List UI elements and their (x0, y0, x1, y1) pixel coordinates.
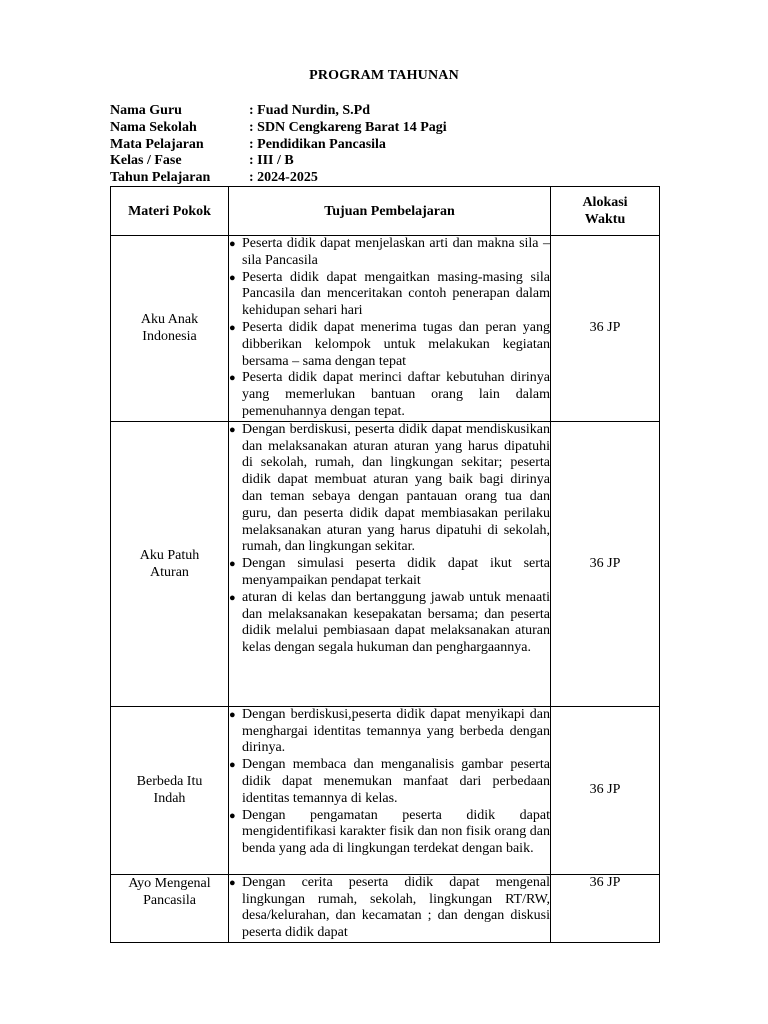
list-item (229, 370, 550, 420)
info-label: Nama Guru (110, 103, 182, 118)
alokasi-cell: 36 JP (551, 706, 660, 874)
info-row-nama-sekolah (110, 120, 447, 137)
header-tujuan-pembelajaran: Tujuan Pembelajaran (229, 187, 551, 236)
info-row-mata-pelajaran (110, 137, 447, 154)
program-table (110, 186, 660, 943)
bullet-icon: ● (229, 759, 236, 772)
info-row-nama-guru (110, 103, 447, 120)
list-item (229, 875, 550, 942)
list-item-text: Dengan pengamatan peserta didik dapat mengidentifikasi karakter fisik dan non fisik orang dan benda yang ada di lingkungan terdekat dengan baik. (242, 807, 550, 857)
materi-line: Berbeda Itu (136, 774, 203, 790)
header-alokasi-line2: Waktu (584, 212, 626, 227)
list-item-text: Dengan cerita peserta didik dapat mengenal lingkungan rumah, sekolah, lingkungan RT/RW, desa/kelurahan, dan kecamatan ; dan dengan diskusi peserta didik dapat (242, 874, 550, 941)
header-alokasi-line1: Alokasi (582, 195, 628, 210)
materi-line: Aku Anak (140, 312, 199, 328)
materi-line: Ayo Mengenal (128, 875, 211, 891)
list-item (229, 707, 550, 757)
info-value: : SDN Cengkareng Barat 14 Pagi (249, 119, 447, 135)
alokasi-cell: 36 JP (551, 421, 660, 706)
info-row-kelas-fase (110, 153, 447, 170)
tujuan-cell (229, 421, 551, 706)
bullet-icon: ● (229, 423, 236, 436)
bullet-icon: ● (229, 321, 236, 334)
bullet-icon: ● (229, 238, 236, 250)
info-value: : III / B (249, 153, 294, 169)
teacher-info (110, 103, 447, 187)
info-value: : 2024-2025 (249, 170, 318, 186)
list-item-text: Dengan simulasi peserta didik dapat ikut serta menyampaikan pendapat terkait (242, 556, 550, 588)
info-label: Mata Pelajaran (110, 136, 204, 152)
materi-cell (111, 706, 229, 874)
alokasi-cell: 36 JP (551, 874, 660, 942)
alokasi-cell: 36 JP (551, 236, 660, 422)
bullet-icon: ● (229, 271, 236, 284)
materi-cell (111, 874, 229, 942)
list-item (229, 808, 550, 858)
materi-line: Pancasila (143, 892, 196, 908)
tujuan-cell (229, 236, 551, 422)
materi-line: Aturan (150, 564, 189, 580)
list-item-text: Peserta didik dapat menerima tugas dan peran yang dibberikan kelompok untuk melakukan kegiatan bersama – sama dengan tepat (242, 319, 550, 369)
info-row-tahun-pelajaran (110, 170, 447, 187)
tujuan-list (229, 422, 550, 657)
table-header-row (111, 187, 660, 236)
list-item-text: Peserta didik dapat menjelaskan arti dan makna sila – sila Pancasila (242, 236, 550, 268)
table-row (111, 421, 660, 706)
list-item-text: aturan di kelas dan bertanggung jawab untuk menaati dan melaksanakan kesepakatan bersama; dan peserta didik melalui pembiasaan dapat melaksanakan aturan kelas dengan segala hukuman dan penghargaannya. (242, 589, 550, 656)
bullet-icon: ● (229, 372, 236, 385)
bullet-icon: ● (229, 591, 236, 604)
materi-line: Aku Patuh (139, 547, 200, 563)
bullet-icon: ● (229, 558, 236, 571)
list-item (229, 422, 550, 556)
list-item-text: Dengan membaca dan menganalisis gambar peserta didik dapat menemukan manfaat dari perbedaan identitas temannya di kelas. (242, 757, 550, 806)
tujuan-list (229, 707, 550, 858)
materi-line: Indah (153, 791, 186, 807)
list-item (229, 757, 550, 807)
list-item (229, 556, 550, 590)
tujuan-list (229, 236, 550, 421)
list-item (229, 270, 550, 320)
info-value: : Pendidikan Pancasila (249, 136, 386, 152)
bullet-icon: ● (229, 708, 236, 721)
info-label: Nama Sekolah (110, 119, 197, 135)
info-label: Kelas / Fase (110, 153, 182, 169)
tujuan-cell (229, 706, 551, 874)
table-row (111, 874, 660, 942)
list-item (229, 320, 550, 370)
info-value: : Fuad Nurdin, S.Pd (249, 103, 370, 118)
list-item-text: Peserta didik dapat mengaitkan masing-masing sila Pancasila dan menceritakan contoh penerapan dalam kehidupan sehari hari (242, 269, 550, 319)
tujuan-list (229, 875, 550, 942)
materi-line: Indonesia (142, 329, 197, 345)
list-item (229, 236, 550, 270)
list-item-text: Peserta didik dapat merinci daftar kebutuhan dirinya yang memerlukan bantuan orang lain dalam pemenuhannya dengan tepat. (242, 370, 550, 419)
table-row (111, 706, 660, 874)
tujuan-cell (229, 874, 551, 942)
document-title: PROGRAM TAHUNAN (309, 68, 459, 83)
header-alokasi-waktu (551, 187, 660, 236)
materi-cell (111, 421, 229, 706)
list-item-text: Dengan berdiskusi,peserta didik dapat menyikapi dan menghargai identitas temannya yang berbeda dengan dirinya. (242, 706, 550, 756)
header-materi-pokok: Materi Pokok (111, 187, 229, 236)
bullet-icon: ● (229, 876, 236, 889)
bullet-icon: ● (229, 809, 236, 822)
list-item (229, 590, 550, 657)
list-item-text: Dengan berdiskusi, peserta didik dapat mendiskusikan dan melaksanakan aturan aturan yang harus dipatuhi di sekolah, rumah, dan lingkungan sekitar; peserta didik dapat membuat aturan yang baik bagi dirinya dan teman sebaya dengan pantauan orang tua dan guru, dan peserta didik dapat membiasakan perilaku melaksanakan aturan yang harus dipatuhi di sekolah, rumah, dan lingkungan sekitar. (242, 421, 550, 555)
info-label: Tahun Pelajaran (110, 170, 211, 186)
table-row (111, 236, 660, 422)
materi-cell (111, 236, 229, 422)
